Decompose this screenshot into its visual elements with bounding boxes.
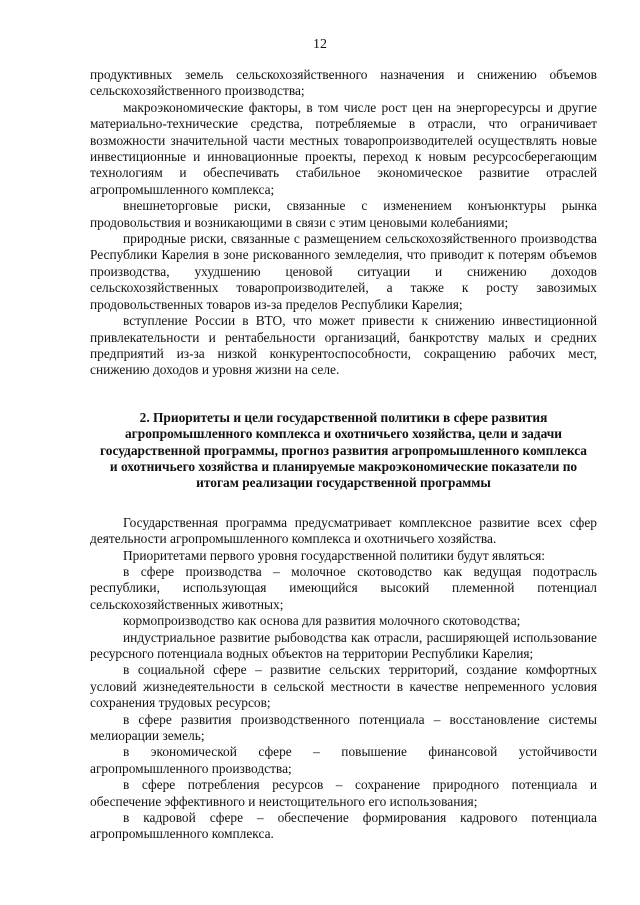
spacer [90, 492, 597, 515]
paragraph: природные риски, связанные с размещением сельскохозяйственного производства Республики Карелия в зоне рискованного земледелия, что приводит к потерям объемов производства, ухудшению ценовой ситуации и снижению доходов сельскохозяйственных товаропроизводителей, а также к росту завозимых продовольственных товаров из-за пределов Республики Карелия; [90, 231, 597, 312]
priority-item: в сфере развития производственного потенциала – восстановление системы мелиорации земель; [90, 711, 597, 744]
paragraph: макроэкономические факторы, в том числе рост цен на энергоресурсы и другие материально-технические средства, потребляемые в отрасли, что ограничивает возможности значительной части местных товаропроизводителей осуществлять новые инвестиционные и инновационные проекты, переход к новым ресурсосберегающим технологиям и обеспечивать стабильное экономическое развитие отраслей агропромышленного комплекса; [90, 99, 597, 197]
page-body [90, 67, 597, 843]
section-heading: 2. Приоритеты и цели государственной политики в сфере развития агропромышленного комплекса и охотничьего хозяйства, цели и задачи государственной программы, прогноз развития агропромышленного комплекса и охотничьего хозяйства и планируемые макроэкономические показатели по итогам реализации государственной программы [100, 409, 587, 491]
paragraph: Государственная программа предусматривает комплексное развитие всех сфер деятельности агропромышленного комплекса и охотничьего хозяйства. [90, 514, 597, 547]
spacer [90, 379, 597, 410]
priority-item: в экономической сфере – повышение финансовой устойчивости агропромышленного производства; [90, 744, 597, 776]
paragraph: внешнеторговые риски, связанные с изменением конъюнктуры рынка продовольствия и возникающими в связи с этим ценовыми колебаниями; [90, 198, 597, 230]
paragraph: продуктивных земель сельскохозяйственного назначения и снижению объемов сельскохозяйственного производства; [90, 67, 597, 99]
priority-item: в социальной сфере – развитие сельских территорий, создание комфортных условий жизнедеятельности в сельской местности в качестве непременного условия сохранения трудовых ресурсов; [90, 662, 597, 711]
paragraph: Приоритетами первого уровня государственной политики будут являться: [123, 547, 545, 563]
priority-item: в сфере производства – молочное скотоводство как ведущая подотрасль республики, использующая имеющийся высокий племенной потенциал сельскохозяйственных животных; [90, 563, 597, 612]
page-number: 12 [313, 37, 327, 52]
priority-item: индустриальное развитие рыбоводства как отрасли, расширяющей использование ресурсного потенциала водных объектов на территории Республики Карелия; [90, 629, 597, 661]
priority-item: в сфере потребления ресурсов – сохранение природного потенциала и обеспечение эффективного и неистощительного его использования; [90, 777, 597, 809]
paragraph: вступление России в ВТО, что может привести к снижению инвестиционной привлекательности и рентабельности организаций, банкротству малых и средних предприятий из-за низкой конкурентоспособности, сокращению рабочих мест, снижению доходов и уровня жизни на селе. [90, 313, 597, 378]
priority-item: в кадровой сфере – обеспечение формирования кадрового потенциала агропромышленного комплекса. [90, 810, 597, 842]
priority-item: кормопроизводство как основа для развития молочного скотоводства; [123, 613, 521, 629]
